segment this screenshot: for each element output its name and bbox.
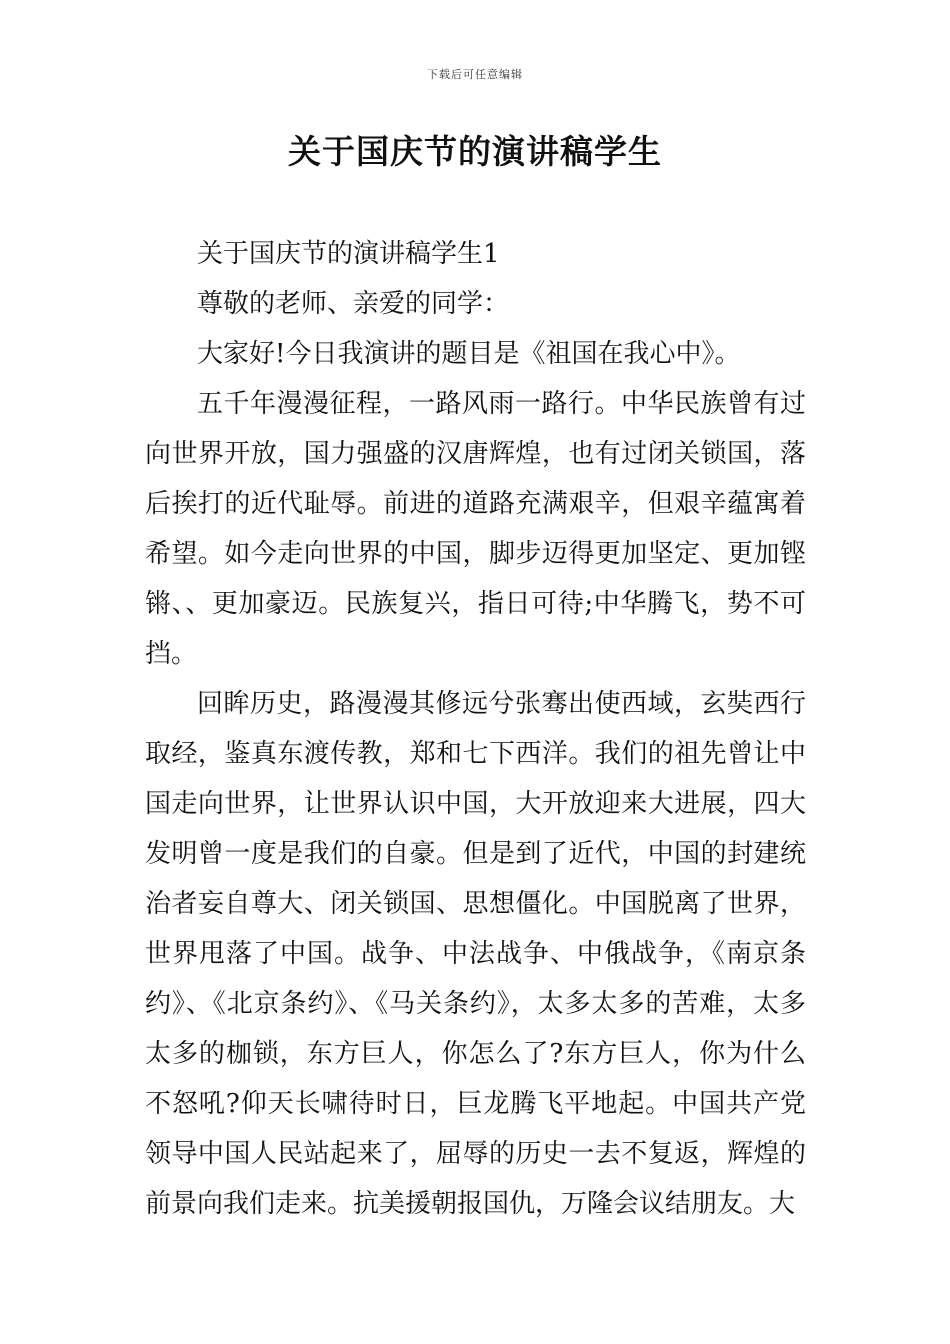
paragraph-section-heading: 关于国庆节的演讲稿学生1 [197, 239, 500, 269]
paragraph-salutation: 尊敬的老师、亲爱的同学： [197, 289, 510, 319]
paragraph-body-1: 五千年漫漫征程，一路风雨一路行。中华民族曾有过向世界开放，国力强盛的汉唐辉煌，也有过闭关锁国，落后挨打的近代耻辱。前进的道路充满艰辛，但艰辛蕴寓着希望。如今走向世界的中国，脚步迈得更加坚定、更加铿锵、、更加豪迈。民族复兴，指日可待;中华腾飞，势不可挡。 [145, 389, 806, 669]
paragraph-greeting: 大家好!今日我演讲的题目是《祖国在我心中》。 [197, 339, 741, 369]
page-header-note: 下载后可任意编辑 [427, 68, 523, 81]
document-body [145, 229, 806, 1229]
document-title: 关于国庆节的演讲稿学生 [288, 132, 662, 171]
paragraph-body-2: 回眸历史，路漫漫其修远兮张骞出使西域，玄奘西行取经，鉴真东渡传教，郑和七下西洋。我们的祖先曾让中国走向世界，让世界认识中国，大开放迎来大进展，四大发明曾一度是我们的自豪。但是到了近代，中国的封建统治者妄自尊大、闭关锁国、思想僵化。中国脱离了世界，世界甩落了中国。战争、中法战争、中俄战争，《南京条约》、《北京条约》、《马关条约》，太多太多的苦难，太多太多的枷锁，东方巨人，你怎么了?东方巨人，你为什么不怒吼?仰天长啸待时日，巨龙腾飞平地起。中国共产党领导中国人民站起来了，屈辱的历史一去不复返，辉煌的前景向我们走来。抗美援朝报国仇，万隆会议结朋友。大 [145, 689, 806, 1219]
